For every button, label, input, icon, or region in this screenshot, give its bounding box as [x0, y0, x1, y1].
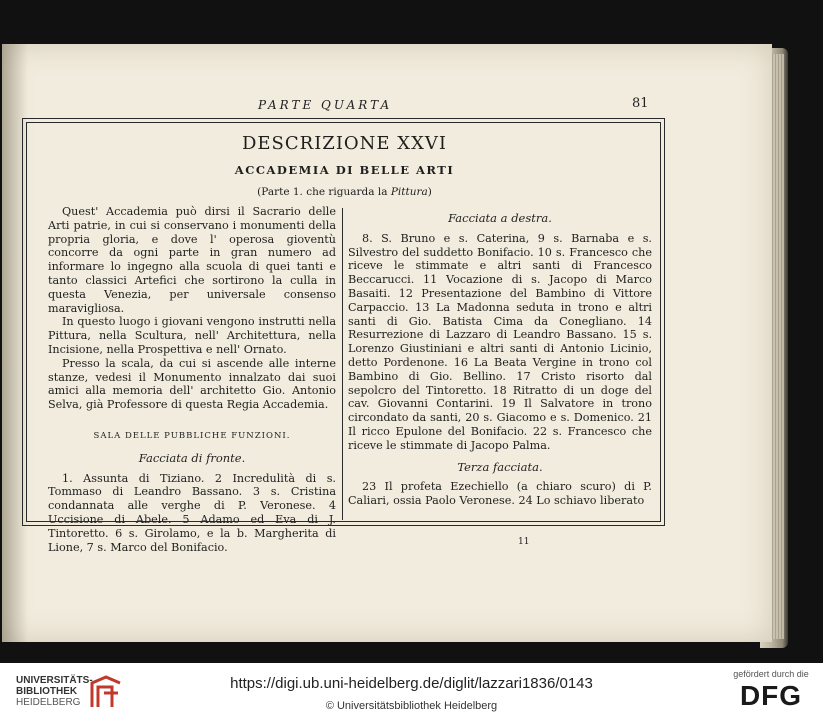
left-paragraph-3: Presso la scala, da cui si ascende alle interne stanze, vedesi il Monumento innalzato dai suoi amici alla memoria dell' architetto Gio. Antonio Selva, già Professore di questa Regia Accademia. [48, 356, 336, 412]
left-list: 1. Assunta di Tiziano. 2 Incredulità di s. Tommaso di Leandro Bassano. 3 s. Cristina condannata alle verghe di P. Veronese. 4 Uccisione di Abele. 5 Adamo ed Eva di J. Tintoretto. 6 s. Girolamo, e la b. Margherita di Lione, 7 s. Marco del Bonifacio. [48, 471, 336, 554]
funder-logo[interactable] [726, 669, 816, 711]
library-line-2: BIBLIOTHEK [16, 686, 78, 697]
dfg-logo-text: DFG [739, 680, 803, 711]
part-note-italic: Pittura [390, 186, 428, 198]
signature-mark: 11 [518, 537, 530, 547]
right-list: 8. S. Bruno e s. Caterina, 9 s. Barnaba e s. Silvestro del suddetto Bonifacio. 10 s. Francesco che riceve le stimmate e altri santi di Francesco Beccarucci. 11 Vocazione di s. Jacopo di Marco Basaiti. 12 Presentazione del Bambino di Vittore Carpaccio. 13 La Madonna seduta in trono e altri santi di Gio. Batista Cima da Conegliano. 14 Resurrezione di Lazzaro di Leandro Bassano. 15 s. Lorenzo Giustiniani e altri santi di Antonio Licinio, detto Pordenone. 16 La Beata Vergine in trono col Bambino di Gio. Bellino. 17 Cristo risorto dal sepolcro del Tintoretto. 18 Ritratto di un doge del cav. Giovanni Contarini. 19 Il Salvatore in trono circondato da santi, 20 s. Giacomo e s. Domenico. 21 Il ricco Epulone del Bonifacio. 22 s. Francesco che riceve le stimmate di Jacopo Palma. [348, 231, 652, 452]
part-note-suffix: ) [427, 186, 432, 198]
left-sub-heading: Facciata di fronte. [138, 450, 246, 465]
left-column [48, 205, 336, 554]
left-paragraph-2: In questo luogo i giovani vengono instrutti nella Pittura, nella Scultura, nell' Architettura, nella Incisione, nella Prospettiva e nell' Ornato. [48, 315, 336, 356]
chapter-part-note [26, 186, 663, 198]
viewer-footer [0, 663, 823, 722]
left-paragraph-1: Quest' Accademia può dirsi il Sacrario delle Arti patrie, in cui si conservano i monumenti della propria gloria, e dove l' operosa gioventù concorre da ogni parte in gran numero ad informare lo ingegno alla scuola di quei tanti e tanto classici Artefici che sortirono la culla in questa Venezia, per universale consenso maravigliosa. [48, 205, 336, 315]
permalink-url[interactable]: https://digi.ub.uni-heidelberg.de/diglit/lazzari1836/0143 [230, 675, 593, 692]
part-note-prefix: (Parte 1. che riguarda la [257, 186, 391, 198]
book-page-stack [770, 54, 784, 639]
page-number: 81 [632, 96, 649, 111]
funder-label: gefördert durch die [733, 669, 809, 679]
section-heading: SALA DELLE PUBBLICHE FUNZIONI. [93, 430, 291, 441]
copyright-notice: © Universitätsbibliothek Heidelberg [325, 700, 498, 712]
chapter-subtitle: ACCADEMIA DI BELLE ARTI [234, 163, 455, 177]
right-sub-heading-2: Terza facciata. [457, 459, 543, 474]
running-head: PARTE QUARTA [258, 98, 393, 112]
right-list-2: 23 Il profeta Ezechiello (a chiaro scuro) di P. Caliari, ossia Paolo Veronese. 24 Lo schiavo liberato [348, 480, 652, 508]
right-sub-heading: Facciata a destra. [448, 211, 552, 225]
library-line-3: HEIDELBERG [16, 697, 81, 708]
chapter-title: DESCRIZIONE XXVI [241, 133, 448, 154]
right-column [348, 212, 652, 508]
library-line-1: UNIVERSITÄTS- [16, 675, 93, 686]
column-divider [342, 208, 343, 520]
